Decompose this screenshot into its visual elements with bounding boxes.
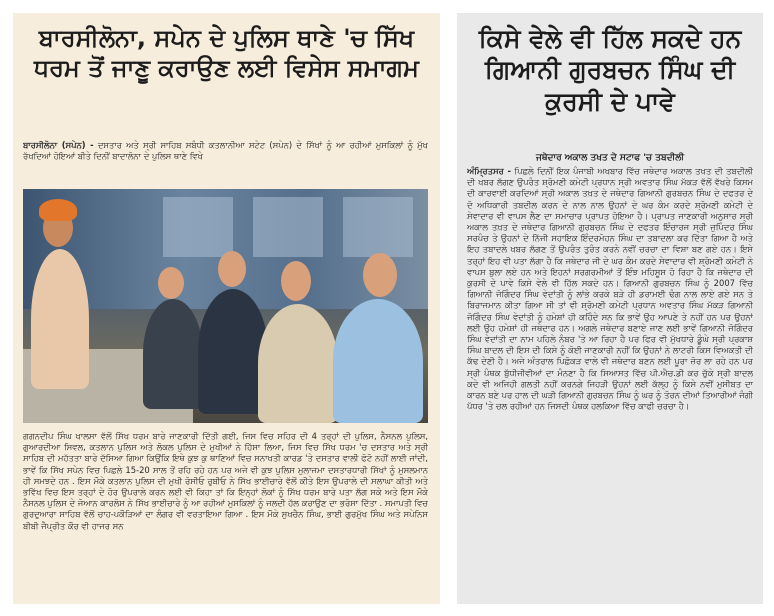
photo-window [253,197,323,257]
photo-attendee-head [281,261,311,301]
right-body-paragraph [467,166,753,598]
left-intro-text: ਦਸਤਾਰ ਅਤੇ ਸ੍ਰੀ ਸਾਹਿਬ ਸਬੰਧੀ ਕਤਲਾਨੀਆ ਸਟੇਟ (ਸਪੇਨ) ਦੇ ਸਿੱਖਾਂ ਨੂੰ ਆ ਰਹੀਆਂ ਮੁਸਕਿਲਾਂ ਨੂੰ ਮੁੱਖ ਰੱਖਦਿਆਂ ਹੋਇਆਂ ਬੀਤੇ ਦਿਨੀਂ ਬਾਦਾਲੋਨਾ ਦੇ ਪੁਲਿਸ ਥਾਣੇ ਵਿਖੇ [23,140,428,162]
right-news-clipping [457,13,763,604]
left-intro-paragraph [23,140,428,188]
left-headline: ਬਾਰਸੀਲੋਨਾ, ਸਪੇਨ ਦੇ ਪੁਲਿਸ ਥਾਣੇ 'ਚ ਸਿੱਖ ਧਰਮ ਤੋਂ ਜਾਣੂ ਕਰਾਉਣ ਲਈ ਵਿਸੇਸ ਸਮਾਗਮ [34,24,419,82]
photo-attendee [143,299,203,409]
photo-attendee-head [363,253,397,297]
photo-presenter [31,249,89,389]
photo-turban [39,199,77,221]
news-photo [23,189,428,423]
left-dateline: ਬਾਰਸੀਲੋਨਾ (ਸਪੇਨ) - [23,140,94,150]
photo-attendee-head [218,251,246,287]
photo-window [343,197,413,257]
left-news-clipping [13,13,440,604]
photo-attendee-head [158,267,184,299]
right-dateline: ਅੰਮ੍ਰਿਤਸਰ - [467,166,511,176]
photo-attendee [258,304,338,423]
right-subheading: ਜਥੇਦਾਰ ਅਕਾਲ ਤਖਤ ਦੇ ਸਟਾਫ 'ਚ ਤਬਦੀਲੀ [535,153,685,163]
right-body-text: ਪਿਛਲੇ ਦਿਨੀਂ ਇਕ ਪੰਜਾਬੀ ਅਖਬਾਰ ਵਿੱਚ ਜਥੇਦਾਰ ਅਕਾਲ ਤਖਤ ਦੀ ਤਬਦੀਲੀ ਦੀ ਖਬਰ ਲੱਗਣ ਉਪਰੰਤ ਸ਼੍ਰੋਮਣੀ ਕਮੇਟੀ ਪ੍ਰਧਾਨ ਸ੍ਰੀ ਅਵਤਾਰ ਸਿੰਘ ਮੱਕੜ ਵੱਲੋਂ ਵੱਖਰੇ ਕਿਸਮ ਦੀ ਕਾਰਵਾਈ ਕਰਦਿਆਂ ਸ੍ਰੀ ਅਕਾਲ ਤਖ਼ਤ ਦੇ ਜਥੇਦਾਰ ਗਿਆਨੀ ਗੁਰਬਚਨ ਸਿੰਘ ਦੇ ਦਫਤਰ ਦੇ ਦੋ ਅਧਿਕਾਰੀ ਤਬਦੀਲ ਕਰਨ ਦੇ ਨਾਲ ਨਾਲ ਉਹਨਾਂ ਦੇ ਘਰ ਕੰਮ ਕਰਦੇ ਸ਼੍ਰੋਮਣੀ ਕਮੇਟੀ ਦੇ ਸੇਵਾਦਾਰ ਵੀ ਵਾਪਸ ਲੈਣ ਦਾ ਸਮਾਚਾਰ ਪ੍ਰਾਪਤ ਹੋਇਆ ਹੈ। ਪ੍ਰਾਪਤ ਜਾਣਕਾਰੀ ਅਨੁਸਾਰ ਸ੍ਰੀ ਅਕਾਲ ਤਖ਼ਤ ਦੇ ਜਥੇਦਾਰ ਗਿਆਨੀ ਗੁਰਬਚਨ ਸਿੰਘ ਦੇ ਦਫਤਰ ਇੰਚਾਰਜ ਸ੍ਰੀ ਜੁਪਿੰਦਰ ਸਿੰਘ ਸਰਪੰਚ ਤੇ ਉਹਨਾਂ ਦੇ ਨਿੱਜੀ ਸਹਾਇਕ ਇੰਦਰਮੋਹਨ ਸਿੰਘ ਦਾ ਤਬਾਦਲਾ ਕਰ ਦਿੱਤਾ ਗਿਆ ਹੈ ਅਤੇ ਇਹ ਤਬਾਦਲੇ ਖਬਰ ਲੱਗਣ ਤੋਂ ਉਪਰੰਤ ਤੁਰੰਤ ਕਰਨੇ ਨਵੀਂ ਚਰਚਾ ਦਾ ਵਿਸ਼ਾ ਬਣ ਗਏ ਹਨ। ਇਸੇ ਤਰ੍ਹਾਂ ਇਹ ਵੀ ਪਤਾ ਲੱਗਾ ਹੈ ਕਿ ਜਥੇਦਾਰ ਜੀ ਦੇ ਘਰ ਕੰਮ ਕਰਦੇ ਸੇਵਾਦਾਰ ਵੀ ਸ਼੍ਰੋਮਣੀ ਕਮੇਟੀ ਨੇ ਵਾਪਸ ਬੁਲਾ ਲਏ ਹਨ ਅਤੇ ਇਹਨਾਂ ਸਰਗਰਮੀਆਂ ਤੋਂ ਇੰਝ ਮਹਿਸੂਸ ਹੋ ਰਿਹਾ ਹੈ ਕਿ ਜਥੇਦਾਰ ਦੀ ਕੁਰਸੀ ਦੇ ਪਾਵੇ ਕਿਸੇ ਵੇਲੇ ਵੀ ਹਿੱਲ ਸਕਦੇ ਹਨ। ਗਿਆਨੀ ਗੁਰਬਚਨ ਸਿੰਘ ਨੂੰ 2007 ਵਿੱਚ ਗਿਆਨੀ ਜੋਗਿੰਦਰ ਸਿੰਘ ਵੇਦਾਂਤੀ ਨੂੰ ਲਾਂਭੇ ਕਰਕੇ ਬੜੇ ਹੀ ਡਰਾਮਈ ਢੰਗ ਨਾਲ ਲਾਏ ਗਏ ਸਨ ਤੇ ਬਿਰਾਜਮਾਨ ਕੀਤਾ ਗਿਆ ਸੀ ਤਾਂ ਵੀ ਸ਼੍ਰੋਮਣੀ ਕਮੇਟੀ ਪ੍ਰਧਾਨ ਅਵਤਾਰ ਸਿੰਘ ਮੱਕੜ ਗਿਆਨੀ ਜੋਗਿੰਦਰ ਸਿੰਘ ਵੇਦਾਂਤੀ ਨੂੰ ਹਮੇਸ਼ਾਂ ਹੀ ਕਹਿੰਦੇ ਸਨ ਕਿ ਭਾਵੇਂ ਉਹ ਆਪਣੇ ਤੇ ਨਹੀਂ ਹਨ ਪਰ ਉਹਨਾਂ ਲਈ ਉਹ ਹਮੇਸ਼ਾਂ ਹੀ ਜਥੇਦਾਰ ਹਨ। ਅਗਲੇ ਜਥੇਦਾਰ ਬਣਾਏ ਜਾਣ ਲਈ ਭਾਵੇਂ ਗਿਆਨੀ ਜੋਗਿੰਦਰ ਸਿੰਘ ਵੇਦਾਂਤੀ ਦਾ ਨਾਮ ਪਹਿਲੇ ਨੰਬਰ 'ਤੇ ਆ ਰਿਹਾ ਹੈ ਪਰ ਫਿਰ ਵੀ ਮੁੱਖਧਾਰੇ ਡੂੰਘੇ ਸ੍ਰੀ ਪ੍ਰਕਾਸ਼ ਸਿੰਘ ਬਾਦਲ ਦੀ ਇਸ ਦੀ ਕਿਸੇ ਨੂੰ ਕੋਈ ਜਾਣਕਾਰੀ ਨਹੀਂ ਕਿ ਉਹਨਾਂ ਨੇ ਲਾਟਰੀ ਕਿਸ ਵਿਅਕਤੀ ਦੀ ਕੱਢ ਦੇਣੀ ਹੈ। ਅਜੇ ਅੰਤਰਾਲ ਪਿਛੋਕੜ ਵਾਲੇ ਵੀ ਜਥੇਦਾਰ ਬਣਨ ਲਈ ਪੂਰਾ ਜ਼ੋਰ ਲਾ ਰਹੇ ਹਨ ਪਰ ਸ੍ਰੀ ਪੰਥਕ ਬੁੱਧੀਜੀਵੀਆਂ ਦਾ ਮੰਨਣਾ ਹੈ ਕਿ ਸਿਆਸਤ ਵਿੱਚ ਪੀ.ਐਚ.ਡੀ ਕਰ ਚੁੱਕੇ ਸ੍ਰੀ ਬਾਦਲ ਕਦੇ ਵੀ ਅਜਿਹੀ ਗਲਤੀ ਨਹੀਂ ਕਰਨਗੇ ਜਿਹੜੀ ਉਹਨਾਂ ਲਈ ਕੱਲ੍ਹ ਨੂੰ ਕਿਸੇ ਨਵੀਂ ਮੁਸੀਬਤ ਦਾ ਕਾਰਨ ਬਣੇ ਪਰ ਹਾਲ ਦੀ ਘੜੀ ਗਿਆਨੀ ਗੁਰਬਚਨ ਸਿੰਘ ਨੂੰ ਘਰ ਨੂੰ ਤੋਰਨ ਦੀਆਂ ਤਿਆਰੀਆਂ ਜੰਗੀ ਪੱਧਰ 'ਤੇ ਚਲ ਰਹੀਆਂ ਹਨ ਜਿਸਦੀ ਪੰਥਕ ਹਲਕਿਆ ਵਿੱਚ ਕਾਫੀ ਚਰਚਾ ਹੈ। [467,166,753,412]
right-headline: ਕਿਸੇ ਵੇਲੇ ਵੀ ਹਿੱਲ ਸਕਦੇ ਹਨ ਗਿਆਨੀ ਗੁਰਬਚਨ ਸਿੰਘ ਦੀ ਕੁਰਸੀ ਦੇ ਪਾਵੇ [478,24,742,116]
photo-attendee [333,299,423,423]
left-body-text: ਗਗਨਦੀਪ ਸਿੰਘ ਖਾਲਸਾ ਵੱਲੋਂ ਸਿੱਖ ਧਰਮ ਬਾਰੇ ਜਾਣਕਾਰੀ ਦਿੱਤੀ ਗਈ, ਜਿਸ ਵਿਚ ਸਹਿਰ ਦੀ 4 ਤਰ੍ਹਾਂ ਦੀ ਪੁਲਿਸ, ਨੈਸਨਲ ਪੁਲਿਸ, ਗੁਆਰਦੀਆ ਸਿਵਲ, ਕਤਲਾਨ ਪੁਲਿਸ ਅਤੇ ਲੋਕਲ ਪੁਲਿਸ ਦੇ ਮੁਖੀਆਂ ਨੇ ਹਿੱਸਾ ਲਿਆ, ਜਿਸ ਵਿਚ ਸਿੱਖ ਧਰਮ 'ਚ ਦਸਤਾਰ ਅਤੇ ਸ੍ਰੀ ਸਾਹਿਬ ਦੀ ਮਹੱਤਤਾ ਬਾਰੇ ਦੱਸਿਆ ਗਿਆ ਕਿਉਂਕਿ ਇਥੇ ਕੁਝ ਕੁ ਥਾਣਿਆਂ ਵਿਚ ਸਨਾਖਤੀ ਕਾਰਡ 'ਤੇ ਦਸਤਾਰ ਵਾਲੀ ਫੋਟੋ ਨਹੀਂ ਲਾਈ ਜਾਂਦੀ, ਭਾਵੇਂ ਕਿ ਸਿੱਖ ਸਪੇਨ ਵਿਚ ਪਿਛਲੇ 15-20 ਸਾਲ ਤੋਂ ਰਹਿ ਰਹੇ ਹਨ ਪਰ ਅਜੇ ਵੀ ਕੁਝ ਪੁਲਿਸ ਮੁਲਾਜਮਾ ਦਸਤਾਰਧਾਰੀ ਸਿੱਖਾਂ ਨੂੰ ਮੁਸਲਮਾਨ ਹੀ ਸਮਝਦੇ ਹਨ . ਇਸ ਮੌਕੇ ਕਤਲਾਨ ਪੁਲਿਸ ਦੀ ਮੁਖੀ ਰੋਸੀਓ ਰੁਬੀਓ ਨੇ ਸਿੱਖ ਭਾਈਚਾਰੇ ਵੱਲੋਂ ਕੀਤੇ ਇਸ ਉਪਰਾਲੇ ਦੀ ਸਲਾਘਾ ਕੀਤੀ ਅਤੇ ਭਵਿੱਖ ਵਿਚ ਇਸ ਤਰ੍ਹਾਂ ਦੇ ਹੋਰ ਉਪਰਾਲੇ ਕਰਨ ਲਈ ਵੀ ਕਿਹਾ ਤਾਂ ਕਿ ਇਨ੍ਹਾਂ ਲੋਕਾਂ ਨੂੰ ਸਿੱਖ ਧਰਮ ਬਾਰੇ ਪਤਾ ਲੱਗ ਸਕੇ ਅਤੇ ਇਸ ਮੌਕੇ ਨੈਸਨਲ ਪੁਲਿਸ ਦੇ ਜੋਆਨ ਕਾਰਲੋਸ ਨੇ ਸਿੱਖ ਭਾਈਚਾਰੇ ਨੂੰ ਆ ਰਹੀਆਂ ਮੁਸਕਿਲਾਂ ਨੂੰ ਜਲਦੀ ਹੱਲ ਕਰਾਉਣ ਦਾ ਭਰੋਸਾ ਦਿੱਤਾ . ਸਮਾਪਤੀ ਵਿਚ ਗੁਰਦੁਆਰਾ ਸਾਹਿਬ ਵੱਲੋਂ ਚਾਹ-ਪਕੌੜਿਆਂ ਦਾ ਲੰਗਰ ਵੀ ਵਰਤਾਇਆ ਗਿਆ . ਇਸ ਮੌਕੇ ਸੁਖਚੈਨ ਸਿੰਘ, ਭਾਈ ਗੁਰਮੁੱਖ ਸਿੰਘ ਅਤੇ ਸਪੇਨਿਸ ਬੀਬੀ ਜੈਪ੍ਰੀਤ ਕੌਰ ਵੀ ਹਾਜਰ ਸਨ [23,431,428,531]
photo-window [163,197,233,257]
